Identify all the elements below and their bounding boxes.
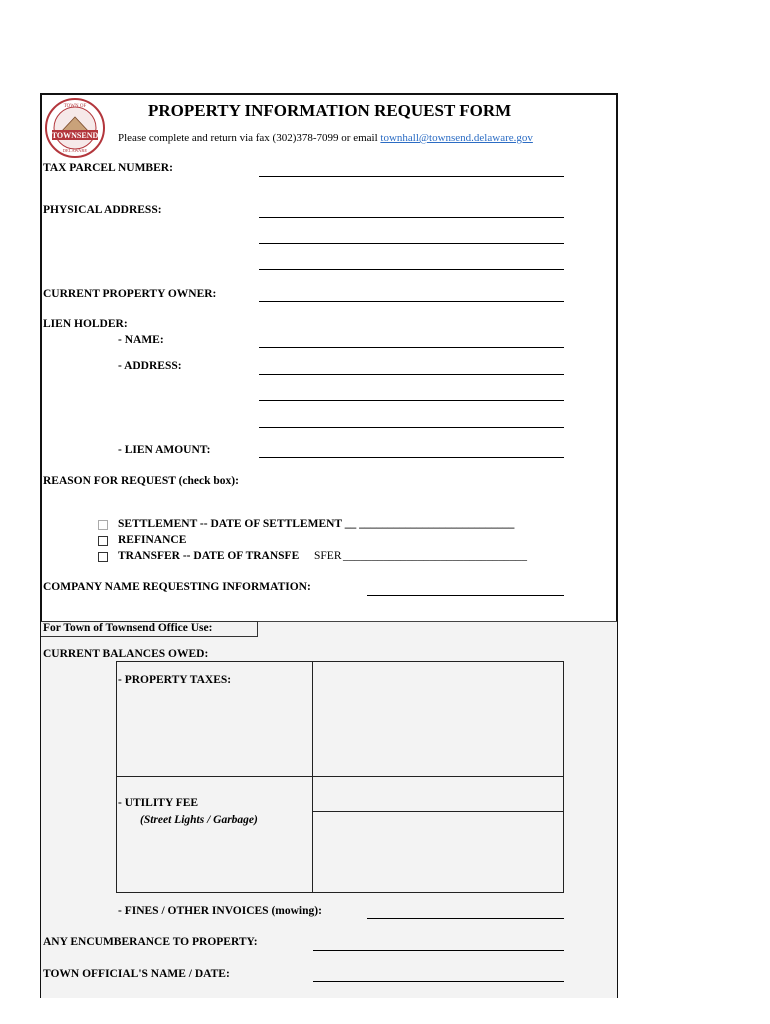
lien-address-label: - ADDRESS: (118, 360, 182, 372)
current-owner-line[interactable] (259, 301, 564, 302)
fines-line[interactable] (367, 918, 564, 919)
svg-text:TOWN OF: TOWN OF (63, 104, 87, 109)
settlement-label: SETTLEMENT -- DATE OF SETTLEMENT __ ___________________________ (118, 518, 515, 530)
lien-holder-label: LIEN HOLDER: (43, 318, 128, 330)
lien-address-line-2[interactable] (259, 400, 564, 401)
physical-address-label: PHYSICAL ADDRESS: (43, 204, 162, 216)
svg-text:TOWNSEND: TOWNSEND (51, 131, 99, 140)
instructions-text: Please complete and return via fax (302)378-7099 or email (118, 132, 381, 144)
balances-heading: CURRENT BALANCES OWED: (43, 648, 209, 660)
physical-address-line-3[interactable] (259, 269, 564, 270)
physical-address-line-1[interactable] (259, 217, 564, 218)
utility-fee-cell-1[interactable] (313, 777, 563, 811)
official-line[interactable] (313, 981, 564, 982)
instructions (118, 132, 533, 144)
reason-label: REASON FOR REQUEST (check box): (43, 475, 239, 487)
encumbrance-label: ANY ENCUMBERANCE TO PROPERTY: (43, 936, 258, 948)
transfer-date-line[interactable]: ________________________________ (343, 550, 527, 562)
utility-fee-cell-2[interactable] (313, 812, 563, 892)
physical-address-line-2[interactable] (259, 243, 564, 244)
company-line[interactable] (367, 595, 564, 596)
lien-name-line[interactable] (259, 347, 564, 348)
company-label: COMPANY NAME REQUESTING INFORMATION: (43, 581, 311, 593)
tax-parcel-label: TAX PARCEL NUMBER: (43, 162, 173, 174)
refinance-label: REFINANCE (118, 534, 187, 546)
email-link[interactable]: townhall@townsend.delaware.gov (380, 132, 533, 144)
fines-label: - FINES / OTHER INVOICES (mowing): (118, 905, 322, 917)
property-taxes-amount-cell[interactable] (313, 662, 563, 775)
property-taxes-label: - PROPERTY TAXES: (118, 674, 232, 686)
form-title: PROPERTY INFORMATION REQUEST FORM (148, 101, 512, 120)
lien-amount-line[interactable] (259, 457, 564, 458)
current-owner-label: CURRENT PROPERTY OWNER: (43, 288, 217, 300)
office-use-heading: For Town of Townsend Office Use: (43, 622, 213, 634)
town-seal-logo (44, 97, 106, 159)
svg-text:DELAWARE: DELAWARE (62, 148, 88, 153)
utility-fee-note: (Street Lights / Garbage) (140, 814, 258, 826)
official-label: TOWN OFFICIAL'S NAME / DATE: (43, 968, 230, 980)
encumbrance-line[interactable] (313, 950, 564, 951)
tax-parcel-line[interactable] (259, 176, 564, 177)
lien-name-label: - NAME: (118, 334, 164, 346)
transfer-label: TRANSFER -- DATE OF TRANSFE (118, 550, 300, 562)
lien-address-line-3[interactable] (259, 427, 564, 428)
lien-amount-label: - LIEN AMOUNT: (118, 444, 211, 456)
transfer-checkbox[interactable] (98, 552, 108, 562)
utility-fee-label: - UTILITY FEE (118, 797, 199, 809)
lien-address-line-1[interactable] (259, 374, 564, 375)
refinance-checkbox[interactable] (98, 536, 108, 546)
transfer-overlap-text: SFER (314, 550, 342, 562)
settlement-checkbox[interactable] (98, 520, 108, 530)
